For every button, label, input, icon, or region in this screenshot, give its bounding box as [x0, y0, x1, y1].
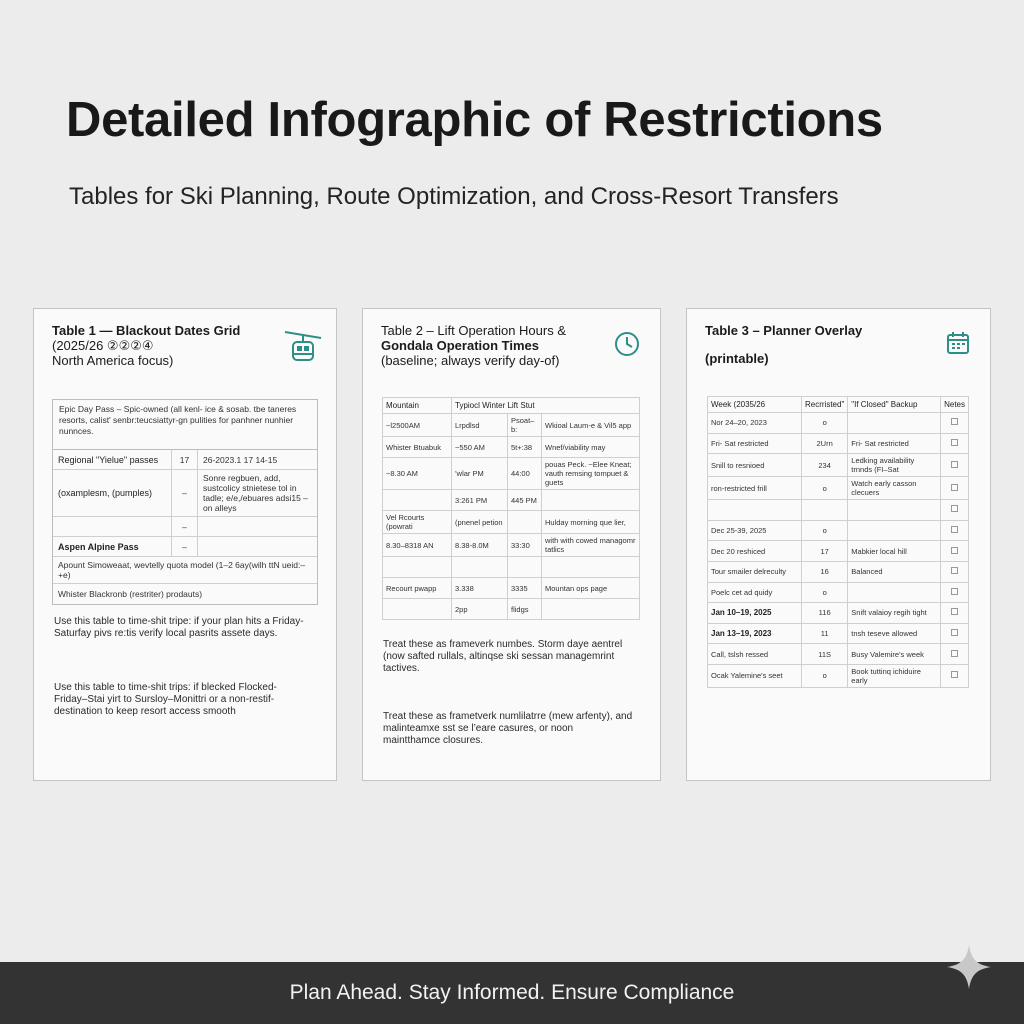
table-row [708, 477, 969, 500]
table-cell: Wkioal Laum-e & Vil5 app [542, 414, 640, 437]
usage-note-1: Treat these as frameverk numbes. Storm daye aentrel (now safted rullals, altinqse ski sessan managemrint tactives. [383, 639, 623, 674]
table-cell: Wnef/viability may [542, 437, 640, 458]
col-header: Recrristed" [802, 397, 848, 413]
table-cell: Mountan ops page [542, 578, 640, 599]
table-cell: o [802, 664, 848, 687]
planner-overlay-card [686, 308, 991, 781]
table-cell: 2Urn [802, 433, 848, 454]
table-cell: flidgs [508, 599, 542, 620]
col-header: Mountain [383, 398, 452, 414]
table-intro: Epic Day Pass – Spic-owned (all kenl- ice & sosab. tbe taneres resorts, calist' senbr:teucsiattyr-gn pulities for panhner nunhier nunnces. [53, 400, 317, 450]
table-cell: Poelc cet ad quidy [708, 582, 802, 603]
table-cell: Fri- Sat restricted [708, 433, 802, 454]
table-row [708, 664, 969, 687]
table-cell: Snift valaioy regih tight [848, 603, 941, 624]
table-row [708, 603, 969, 624]
table-cell: Call, tslsh ressed [708, 644, 802, 665]
table-header-row [708, 397, 969, 413]
col-header: Netes [941, 397, 969, 413]
table-cell: tnsh teseve allowed [848, 623, 941, 644]
usage-note-2: Treat these as frametverk numlilatrre (mew arfenty), and malinteamxe sst se l’eare casures, or noon maintthamce closures. [383, 711, 633, 746]
notes-checkbox-cell [941, 603, 969, 624]
table-cell: with with cowed managomr tatlics [542, 534, 640, 557]
checkbox[interactable] [951, 671, 958, 678]
table-row [708, 500, 969, 521]
table-cell: o [802, 477, 848, 500]
table-row [383, 599, 640, 620]
table-cell: 11 [802, 623, 848, 644]
blackout-table [52, 399, 318, 605]
notes-checkbox-cell [941, 454, 969, 477]
checkbox[interactable] [951, 608, 958, 615]
table-cell: 3.338 [452, 578, 508, 599]
table-cell [383, 490, 452, 511]
card-title-sub: (baseline; always verify day-of) [381, 353, 560, 368]
checkbox[interactable] [951, 526, 958, 533]
table-cell: Nor 24–20, 2023 [708, 413, 802, 434]
table-cell: 2pp [452, 599, 508, 620]
sparkle-icon [945, 943, 993, 996]
table-cell: ’wlar PM [452, 458, 508, 490]
table-cell [802, 500, 848, 521]
table-cell: o [802, 582, 848, 603]
table-cell [383, 557, 452, 578]
notes-checkbox-cell [941, 433, 969, 454]
checkbox[interactable] [951, 418, 958, 425]
checkbox[interactable] [951, 588, 958, 595]
table-cell: Balanced [848, 561, 941, 582]
table-row [383, 437, 640, 458]
row-notes [197, 517, 317, 536]
col-header: Week (2035/26 [708, 397, 802, 413]
row-notes: 26-2023.1 17 14-15 [197, 450, 317, 469]
table-cell: Tour smailer delreculty [708, 561, 802, 582]
table-row [383, 534, 640, 557]
page-title: Detailed Infographic of Restrictions [66, 93, 883, 147]
table-cell [542, 557, 640, 578]
table-cell [508, 557, 542, 578]
row-days: – [171, 470, 197, 516]
row-notes: Sonre regbuen, add, sustcolicy stnietese tol in tadle; e/e,/ebuares adsi15 –on alleys [197, 470, 317, 516]
card-title [381, 323, 566, 368]
notes-checkbox-cell [941, 520, 969, 541]
table-cell [708, 500, 802, 521]
notes-checkbox-cell [941, 413, 969, 434]
row-label: Aspen Alpine Pass [58, 541, 139, 552]
table-cell: 8.38-8.0M [452, 534, 508, 557]
usage-note-1: Use this table to time-shit tripe: if your plan hits a Friday-Saturfay pivs re:tis verify local pasrits assete days. [54, 616, 304, 639]
card-title-main: Table 3 – Planner Overlay [705, 323, 863, 338]
row-notes [197, 537, 317, 556]
table-cell: Dec 25-39, 2025 [708, 520, 802, 541]
notes-checkbox-cell [941, 664, 969, 687]
table-cell: o [802, 413, 848, 434]
table-cell: Watch early casson clecuers [848, 477, 941, 500]
table-row [708, 413, 969, 434]
table-row [383, 557, 640, 578]
row-label: Regional "Yielue" passes [58, 454, 159, 465]
table-cell: 8.30–8318 AN [383, 534, 452, 557]
card-title-main: Table 1 — Blackout Dates Grid [52, 323, 241, 338]
table-cell: Mabkier local hill [848, 541, 941, 562]
table-cell [848, 500, 941, 521]
table-cell: Jan 10–19, 2025 [708, 603, 802, 624]
checkbox[interactable] [951, 650, 958, 657]
table-cell: pouas Peck. ~Elee Kneat; vauth remsing tompuet & guets [542, 458, 640, 490]
col-header: Typiocl Winter Lift Stut [452, 398, 640, 414]
notes-checkbox-cell [941, 541, 969, 562]
table-cell: Lrpdlsd [452, 414, 508, 437]
notes-checkbox-cell [941, 582, 969, 603]
table-row [383, 511, 640, 534]
table-cell: (pnenel petion [452, 511, 508, 534]
usage-note-2: Use this table to time-shit trips: if blecked Flocked-Friday–Stai yirt to Sursloy–Monittri or a non-restif-destination to keep resort access smooth [54, 682, 277, 717]
table-cell: Busy Valemire's week [848, 644, 941, 665]
table-cell: Fri- Sat restricted [848, 433, 941, 454]
row-days: – [171, 537, 197, 556]
table-row [53, 450, 317, 470]
row-label: Whister Blackronb (restriter) prodauts) [58, 589, 203, 599]
table-cell: Book tuttinq ichiduire early [848, 664, 941, 687]
card-title-sub-2: North America focus) [52, 353, 174, 368]
card-title [705, 323, 862, 366]
table-cell: Recourt pwapp [383, 578, 452, 599]
table-row [708, 520, 969, 541]
table-cell: Jan 13–19, 2023 [708, 623, 802, 644]
table-cell: 44:00 [508, 458, 542, 490]
table-row [708, 433, 969, 454]
checkbox[interactable] [951, 439, 958, 446]
checkbox[interactable] [951, 567, 958, 574]
row-days: – [171, 517, 197, 536]
notes-checkbox-cell [941, 644, 969, 665]
table-cell: Hulday morning que lier, [542, 511, 640, 534]
checkbox[interactable] [951, 461, 958, 468]
table-row [708, 454, 969, 477]
table-row [53, 557, 317, 584]
table-row [383, 490, 640, 511]
table-cell: Dec 20 reshiced [708, 541, 802, 562]
table-cell: 3:261 PM [452, 490, 508, 511]
table-cell: ~l2500AM [383, 414, 452, 437]
table-cell: 5t+:38 [508, 437, 542, 458]
checkbox[interactable] [951, 547, 958, 554]
table-cell: 33:30 [508, 534, 542, 557]
row-label: Apount Simoweaat, wevtelly quota model (1–2 6ay(wilh ttN ueid:–+e) [58, 560, 306, 580]
table-cell: ~8.30 AM [383, 458, 452, 490]
checkbox[interactable] [951, 484, 958, 491]
table-row [708, 561, 969, 582]
card-title-sub: (printable) [705, 351, 769, 366]
card-title-main-2: Gondala Operation Times [381, 338, 539, 353]
gondola-icon [284, 327, 322, 368]
row-days: 17 [171, 450, 197, 469]
table-row [53, 517, 317, 537]
table-cell [848, 582, 941, 603]
table-cell [452, 557, 508, 578]
table-cell: Ledking availability trnnds (FI–Sat [848, 454, 941, 477]
table-cell: 16 [802, 561, 848, 582]
table-cell: 3335 [508, 578, 542, 599]
lift-hours-card [362, 308, 661, 781]
card-title-main: Table 2 – Lift Operation Hours & [381, 323, 566, 338]
table-cell: Psoat–b: [508, 414, 542, 437]
col-header: "If Closed" Backup [848, 397, 941, 413]
table-cell: ~550 AM [452, 437, 508, 458]
card-title-sub-1: (2025/26 ②②②④ [52, 338, 154, 353]
table-cell: Ocak Yalemine's seet [708, 664, 802, 687]
card-title [52, 323, 240, 368]
notes-checkbox-cell [941, 477, 969, 500]
footer-tagline: Plan Ahead. Stay Informed. Ensure Compliance [289, 981, 735, 1004]
table-row [383, 578, 640, 599]
lift-hours-table [382, 397, 640, 620]
table-row [708, 644, 969, 665]
table-cell [848, 520, 941, 541]
table-cell: 234 [802, 454, 848, 477]
table-row [383, 458, 640, 490]
table-cell [542, 490, 640, 511]
row-label: (oxamplesm, (pumples) [58, 488, 153, 498]
notes-checkbox-cell [941, 623, 969, 644]
table-cell: 116 [802, 603, 848, 624]
table-row [708, 541, 969, 562]
footer-banner [0, 962, 1024, 1024]
table-cell [542, 599, 640, 620]
table-cell: Vel Rcourts (powrati [383, 511, 452, 534]
clock-icon [614, 331, 640, 362]
table-cell: ron-restricted frill [708, 477, 802, 500]
calendar-icon [946, 331, 970, 360]
notes-checkbox-cell [941, 500, 969, 521]
table-cell: Whister Btuabuk [383, 437, 452, 458]
table-row [383, 414, 640, 437]
table-header-row [383, 398, 640, 414]
table-row [53, 470, 317, 517]
checkbox[interactable] [951, 629, 958, 636]
table-cell [848, 413, 941, 434]
table-cell: 11S [802, 644, 848, 665]
table-cell: Snill to resnioed [708, 454, 802, 477]
table-cell [508, 511, 542, 534]
blackout-dates-card [33, 308, 337, 781]
table-row [708, 582, 969, 603]
row-label [53, 517, 171, 536]
page-subtitle: Tables for Ski Planning, Route Optimization, and Cross-Resort Transfers [69, 183, 839, 210]
table-cell [383, 599, 452, 620]
table-row [53, 584, 317, 604]
table-cell: 445 PM [508, 490, 542, 511]
table-cell: 17 [802, 541, 848, 562]
table-row [53, 537, 317, 557]
checkbox[interactable] [951, 505, 958, 512]
planner-table [707, 396, 969, 688]
table-cell: o [802, 520, 848, 541]
notes-checkbox-cell [941, 561, 969, 582]
table-row [708, 623, 969, 644]
